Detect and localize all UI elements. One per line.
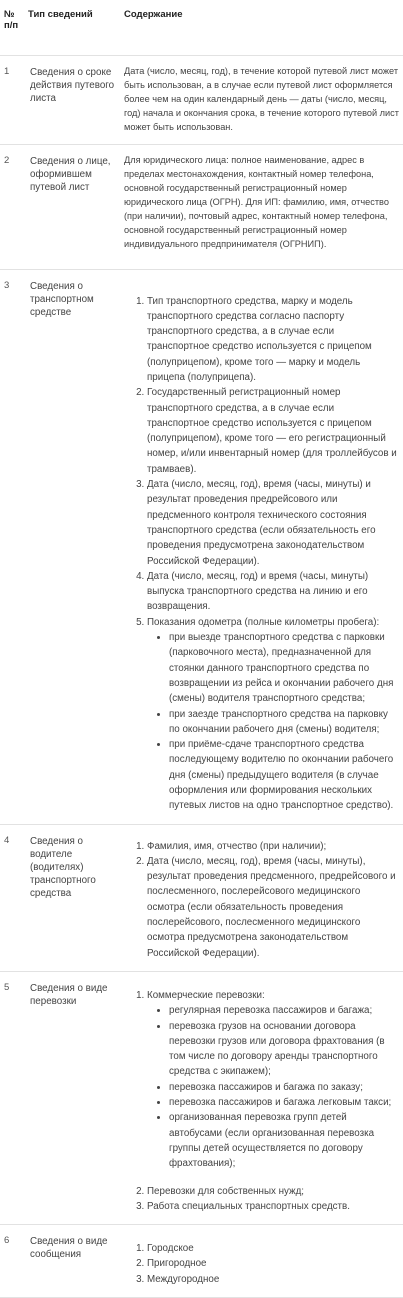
row-type: Сведения о виде перевозки [24,971,120,1224]
list-item: 1. Фамилия, имя, отчество (при наличии); [147,839,399,854]
list-item: 3. Работа специальных транспортных средств. [147,1199,399,1214]
list-item: 1. Городское [147,1241,399,1256]
sublist-item: • при выезде транспортного средства с парковки (парковочного места), предназначенной для стоянки данного транспортного средства по возвращении из рейса и окончании рабочего дня (смены) водителя транспортного средства; [169,630,399,706]
row-number: 3 [0,269,24,824]
list-item: 2. Государственный регистрационный номер транспортного средства, а в случае если транспортное средство используется с прицепом (полуприцепом), кроме того — его регистрационный номер, и/или инвентарный номер (для троллейбусов и трамваев). [147,385,399,477]
list-item: 3. Дата (число, месяц, год), время (часы, минуты) и результат проведения предрейсового или предсменного контроля технического состояния транспортного средства (если обязательность его проведения предусмотрена законодательством Российской Федерации). [147,477,399,569]
row-content: Для юридического лица: полное наименование, адрес в пределах местонахождения, контактный номер телефона, основной государственный регистрационный номер юридического лица (ОГРН). Для ИП: фамилию, имя, отчество (при наличии), почтовый адрес, контактный номер телефона, основной государственный регистрационный номер индивидуального предпринимателя (ОГРНИП). [120,144,403,269]
row-content [120,269,403,824]
driver-info-list [125,839,399,961]
list-item: 2. Дата (число, месяц, год), время (часы, минуты), результат проведения предсменного, предрейсового и послесменного, послерейсового медицинского осмотра (если обязательность проведения послерейсового, послесменного медицинского осмотра предусмотрена законодательством Российской Федерации). [147,854,399,961]
header-content: Содержание [120,0,403,55]
sublist-item: • перевозка грузов на основании договора перевозки грузов или договора фрахтования (в том числе по договору аренды транспортного средства с экипажем); [169,1019,399,1080]
message-type-list [125,1241,399,1287]
row-number: 6 [0,1225,24,1298]
row-number: 2 [0,144,24,269]
sublist-item: • регулярная перевозка пассажиров и багажа; [169,1003,399,1018]
sublist-item: • перевозка пассажиров и багажа легковым такси; [169,1095,399,1110]
commercial-sublist [147,1003,399,1171]
list-item-text: Коммерческие перевозки: [147,989,265,1001]
header-num: № п/п [0,0,24,55]
table-row [0,1225,403,1298]
row-content [120,1225,403,1298]
list-item: 3. Междугородное [147,1272,399,1287]
row-type: Сведения о водителе (водителях) транспортного средства [24,824,120,971]
table-row [0,824,403,971]
list-item [147,988,399,1172]
sublist-item: • при приёме-сдаче транспортного средства последующему водителю по окончании рабочего дня (смены) предыдущего водителя (в случае оформления или формирования нескольких путевых листов на одно транспортное средство). [169,737,399,813]
list-item: 1. Тип транспортного средства, марку и модель транспортного средства согласно паспорту транспортного средства, а в случае если транспортное средство используется с прицепом (полуприцепом), кроме того — марку и модель прицепа (полуприцепа). [147,294,399,386]
transport-type-list [125,988,399,1214]
row-content [120,824,403,971]
table-header-row [0,0,403,55]
odometer-sublist [147,630,399,814]
row-type: Сведения о транспортном средстве [24,269,120,824]
row-type: Сведения о лице, оформившем путевой лист [24,144,120,269]
sublist-item: • перевозка пассажиров и багажа по заказу; [169,1080,399,1095]
vehicle-info-list [125,294,399,814]
list-item: 4. Дата (число, месяц, год) и время (часы, минуты) выпуска транспортного средства на линию и его возвращения. [147,569,399,615]
row-content [120,971,403,1224]
table-row [0,55,403,144]
table-row [0,269,403,824]
row-type: Сведения о виде сообщения [24,1225,120,1298]
row-number: 5 [0,971,24,1224]
row-content: Дата (число, месяц, год), в течение которой путевой лист может быть использован, а в случае если путевой лист оформляется более чем на один календарный день — даты (число, месяц, год) начала и окончания срока, в течение которого путевой лист может быть использован. [120,55,403,144]
row-number: 4 [0,824,24,971]
list-item-text: Показания одометра (полные километры пробега): [147,616,380,628]
sublist-item: • организованная перевозка групп детей автобусами (если организованная перевозка группы детей осуществляется по договору фрахтования); [169,1110,399,1171]
row-type: Сведения о сроке действия путевого листа [24,55,120,144]
table-row [0,971,403,1224]
list-item: 2. Перевозки для собственных нужд; [147,1184,399,1199]
list-item: 2. Пригородное [147,1256,399,1271]
sublist-item: • при заезде транспортного средства на парковку по окончании рабочего дня (смены) водителя; [169,707,399,738]
table-row [0,144,403,269]
list-item [147,615,399,814]
row-number: 1 [0,55,24,144]
header-type: Тип сведений [24,0,120,55]
